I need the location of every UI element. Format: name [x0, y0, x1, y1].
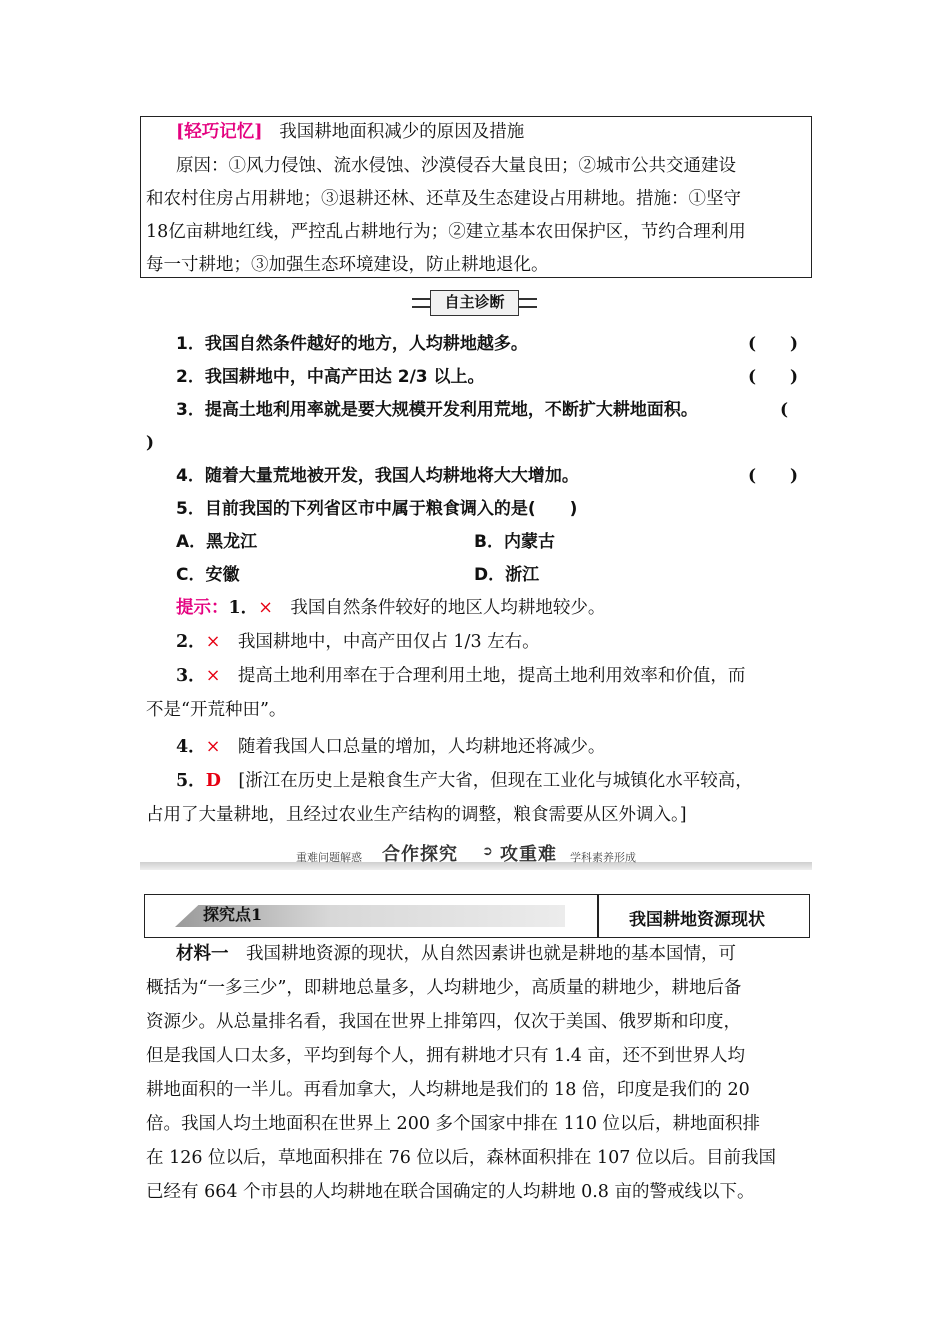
banner-main-text: 合作探究 [382, 844, 458, 865]
title-ornament-left [412, 298, 430, 308]
material-line-1: 材料一 我国耕地资源的现状，从自然因素讲也就是耕地的基本国情，可 [176, 944, 736, 964]
question-1: 1．我国自然条件越好的地方，人均耕地越多。 [176, 334, 528, 354]
material-line-2: 概括为“一多三少”，即耕地总量多，人均耕地少，高质量的耕地少，耕地后备 [146, 978, 742, 998]
answer-blank-3-open: ( [780, 400, 789, 420]
memo-line-3: 18亿亩耕地红线，严控乱占耕地行为；②建立基本农田保护区，节约合理利用 [146, 222, 746, 242]
hint-label: 提示： [176, 598, 229, 618]
material-line-8: 已经有 664 个市县的人均耕地在联合国确定的人均耕地 0.8 亩的警戒线以下。 [146, 1182, 755, 1202]
cross-mark-4: × [205, 737, 221, 757]
inquiry-label: 探究点1 [203, 905, 263, 924]
question-2: 2．我国耕地中，中高产田达 2/3 以上。 [176, 367, 485, 387]
memo-title: 我国耕地面积减少的原因及措施 [279, 122, 525, 142]
hint-3: 3．× 提高土地利用率在于合理利用土地，提高土地利用效率和价值，而 [176, 666, 746, 686]
memo-line-2: 和农村住房占用耕地；③退耕还林、还草及生态建设占用耕地。措施：①坚守 [146, 189, 741, 209]
hint-2: 2．× 我国耕地中，中高产田仅占 1/3 左右。 [176, 632, 540, 652]
arrow-circle-icon: ➲ [482, 844, 494, 859]
question-4: 4．随着大量荒地被开发，我国人均耕地将大大增加。 [176, 466, 579, 486]
answer-blank-1: ( ) [748, 334, 799, 354]
banner-base [140, 862, 812, 870]
option-a: A．黑龙江 [176, 532, 258, 552]
cross-mark-3: × [205, 666, 221, 686]
answer-blank-2: ( ) [748, 367, 799, 387]
hint-4: 4．× 随着我国人口总量的增加，人均耕地还将减少。 [176, 737, 606, 757]
cross-mark-1: × [258, 598, 273, 618]
inquiry-title: 我国耕地资源现状 [629, 910, 765, 930]
section-title-text: 自主诊断 [430, 290, 519, 316]
option-b: B．内蒙古 [474, 532, 555, 552]
hint-1: 提示：1．× 我国自然条件较好的地区人均耕地较少。 [176, 598, 606, 618]
option-c: C．安徽 [176, 565, 240, 585]
memo-tag: [轻巧记忆] [176, 122, 263, 142]
material-line-3: 资源少。从总量排名看，我国在世界上排第四，仅次于美国、俄罗斯和印度， [146, 1012, 741, 1032]
banner-left-text: 重难问题解惑 [296, 851, 362, 864]
answer-blank-3-close: ) [146, 433, 155, 453]
section-title [412, 290, 537, 316]
answer-blank-4: ( ) [748, 466, 799, 486]
section-banner [140, 840, 812, 870]
option-d: D．浙江 [474, 565, 540, 585]
material-line-5: 耕地面积的一半儿。再看加拿大，人均耕地是我们的 18 倍，印度是我们的 20 [146, 1080, 750, 1100]
material-line-4: 但是我国人口太多，平均到每个人，拥有耕地才只有 1.4 亩，还不到世界人均 [146, 1046, 745, 1066]
hint-3-cont: 不是“开荒种田”。 [146, 700, 287, 720]
memo-line-1: 原因：①风力侵蚀、流水侵蚀、沙漠侵吞大量良田；②城市公共交通建设 [176, 156, 736, 176]
hint-5: 5．D [浙江在历史上是粮食生产大省，但现在工业化与城镇化水平较高， [176, 771, 753, 791]
inquiry-divider [597, 895, 599, 937]
banner-right-text: 学科素养形成 [570, 851, 636, 864]
material-line-6: 倍。我国人均土地面积在世界上 200 多个国家中排在 110 位以后，耕地面积排 [146, 1114, 761, 1134]
memo-line-4: 每一寸耕地；③加强生态环境建设，防止耕地退化。 [146, 255, 549, 275]
material-line-7: 在 126 位以后，草地面积排在 76 位以后，森林面积排在 107 位以后。目前我国 [146, 1148, 776, 1168]
question-3: 3．提高土地利用率就是要大规模开发利用荒地，不断扩大耕地面积。 [176, 400, 698, 420]
material-head: 材料一 [176, 944, 229, 964]
memo-heading [176, 122, 524, 142]
title-ornament-right [519, 298, 537, 308]
banner-main-text-2: 攻重难 [500, 844, 557, 865]
answer-mark-5: D [205, 771, 221, 791]
cross-mark-2: × [205, 632, 221, 652]
hint-5-cont: 占用了大量耕地，且经过农业生产结构的调整，粮食需要从区外调入。] [146, 805, 687, 825]
question-5: 5．目前我国的下列省区市中属于粮食调入的是( ) [176, 499, 578, 519]
inquiry-header [144, 894, 810, 938]
